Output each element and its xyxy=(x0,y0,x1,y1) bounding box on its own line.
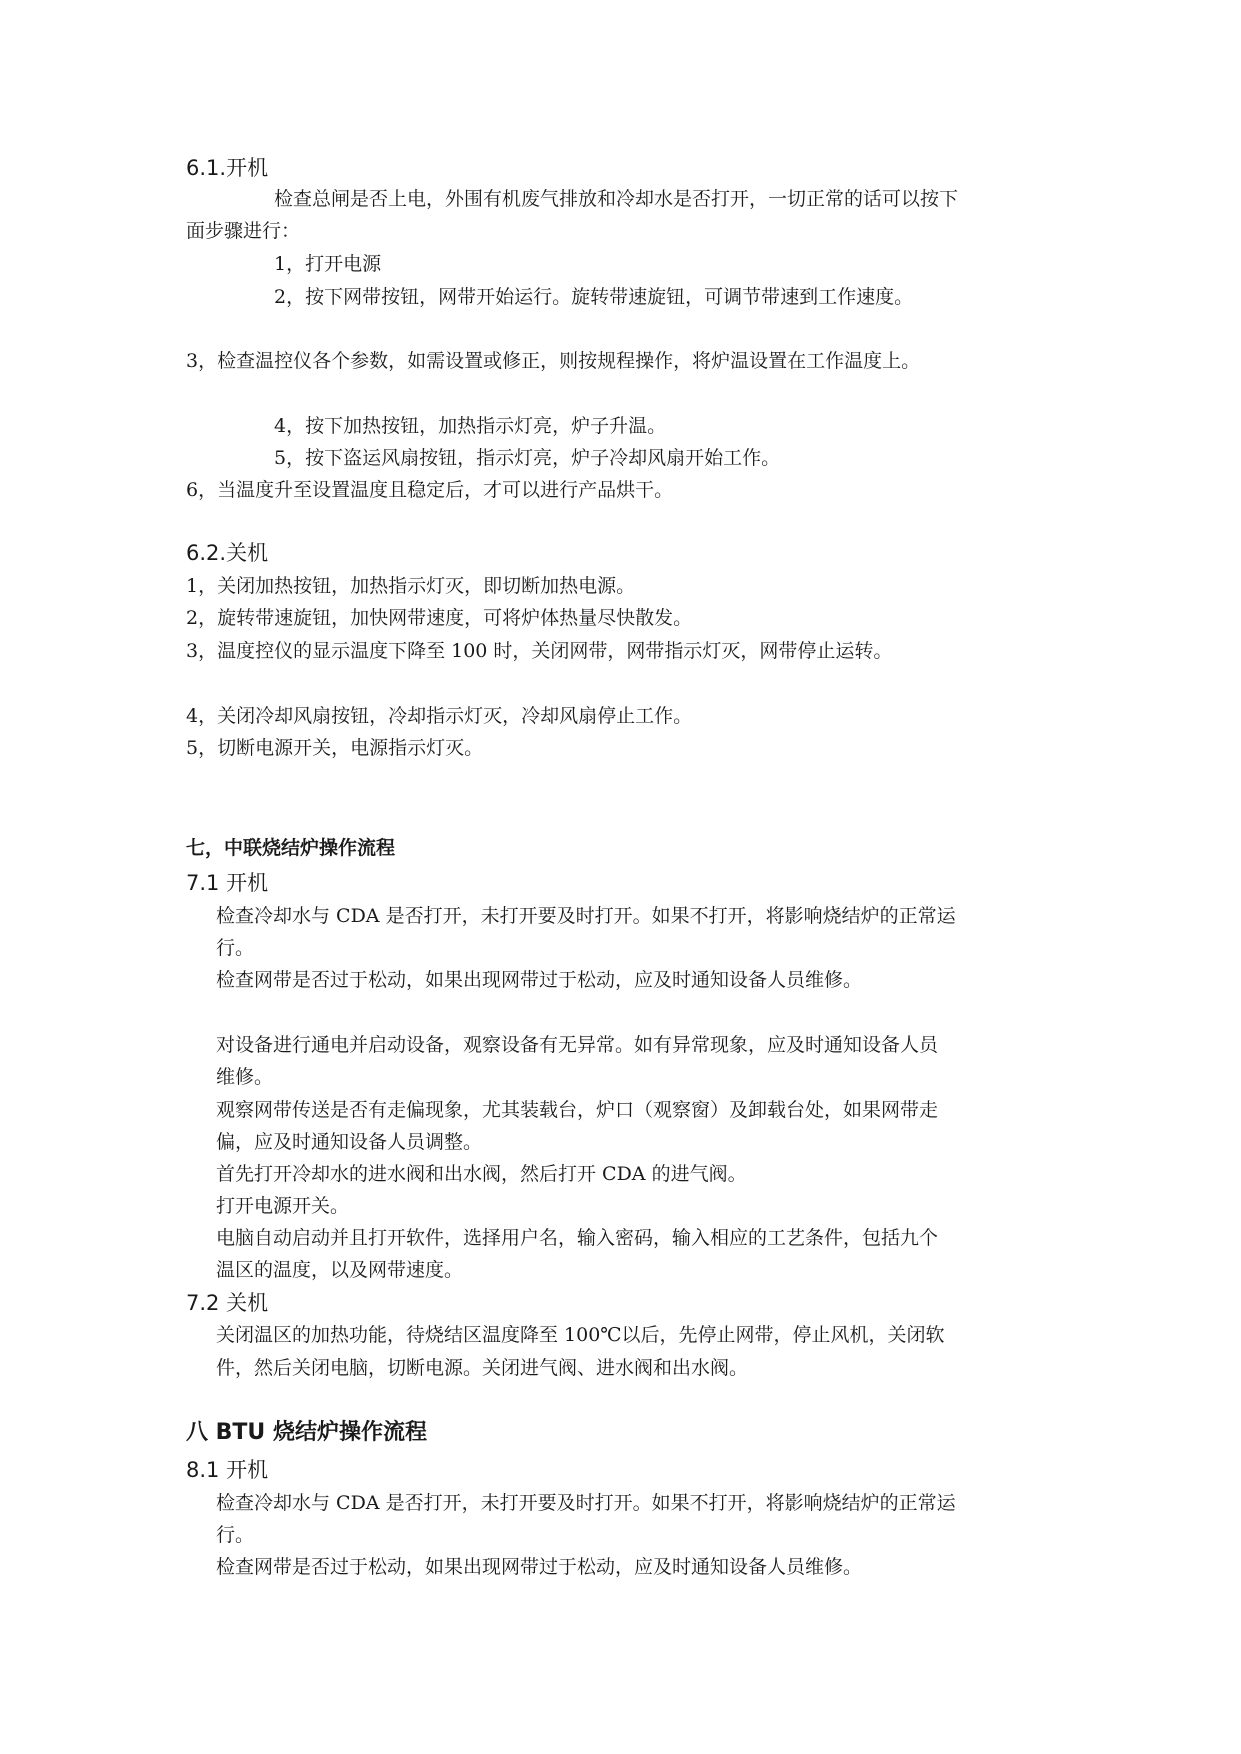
paragraph-line: 首先打开冷却水的进水阀和出水阀，然后打开 CDA 的进气阀。 xyxy=(216,1163,747,1185)
paragraph-line: 电脑自动启动并且打开软件，选择用户名，输入密码，输入相应的工艺条件，包括九个 xyxy=(216,1227,939,1249)
section-heading-6-2: 6.2.关机 xyxy=(186,541,269,565)
step-item: 2，按下网带按钮，网带开始运行。旋转带速旋钮，可调节带速到工作速度。 xyxy=(274,286,914,308)
paragraph-line: 维修。 xyxy=(216,1066,274,1088)
step-item: 4，按下加热按钮，加热指示灯亮，炉子升温。 xyxy=(274,415,667,437)
step-item: 3，检查温控仪各个参数，如需设置或修正，则按规程操作，将炉温设置在工作温度上。 xyxy=(186,350,921,372)
step-item: 2，旋转带速旋钮，加快网带速度，可将炉体热量尽快散发。 xyxy=(186,607,693,629)
paragraph-line: 检查网带是否过于松动，如果出现网带过于松动，应及时通知设备人员维修。 xyxy=(216,969,863,991)
paragraph-line: 面步骤进行： xyxy=(186,220,301,242)
paragraph-line: 检查总闸是否上电，外围有机废气排放和冷却水是否打开，一切正常的话可以按下 xyxy=(274,188,959,210)
step-item: 5，按下盗运风扇按钮，指示灯亮，炉子冷却风扇开始工作。 xyxy=(274,447,781,469)
paragraph-line: 偏，应及时通知设备人员调整。 xyxy=(216,1131,483,1153)
paragraph-line: 件，然后关闭电脑，切断电源。关闭进气阀、进水阀和出水阀。 xyxy=(216,1357,749,1379)
step-item: 1，关闭加热按钮，加热指示灯灭，即切断加热电源。 xyxy=(186,575,636,597)
paragraph-line: 温区的温度，以及网带速度。 xyxy=(216,1259,464,1281)
step-item: 3，温度控仪的显示温度下降至 100 时，关闭网带，网带指示灯灭，网带停止运转。 xyxy=(186,640,893,662)
step-item: 5，切断电源开关，电源指示灯灭。 xyxy=(186,737,484,759)
section-heading-7-2: 7.2 关机 xyxy=(186,1291,269,1315)
step-item: 4，关闭冷却风扇按钮，冷却指示灯灭，冷却风扇停止工作。 xyxy=(186,705,693,727)
paragraph-line: 观察网带传送是否有走偏现象，尤其装载台，炉口（观察窗）及卸载台处，如果网带走 xyxy=(216,1099,939,1121)
paragraph-line: 行。 xyxy=(216,1524,255,1546)
paragraph-line: 检查冷却水与 CDA 是否打开，未打开要及时打开。如果不打开，将影响烧结炉的正常运 xyxy=(216,1492,956,1514)
section-heading-7-1: 7.1 开机 xyxy=(186,871,269,895)
paragraph-line: 关闭温区的加热功能，待烧结区温度降至 100℃以后，先停止网带，停止风机，关闭软 xyxy=(216,1324,945,1346)
section-heading-8-1: 8.1 开机 xyxy=(186,1458,269,1482)
step-item: 6，当温度升至设置温度且稳定后，才可以进行产品烘干。 xyxy=(186,479,674,501)
paragraph-line: 行。 xyxy=(216,937,255,959)
step-item: 1，打开电源 xyxy=(274,253,382,275)
paragraph-line: 检查网带是否过于松动，如果出现网带过于松动，应及时通知设备人员维修。 xyxy=(216,1556,863,1578)
chapter-title-8: 八 BTU 烧结炉操作流程 xyxy=(186,1420,427,1445)
paragraph-line: 打开电源开关。 xyxy=(216,1195,350,1217)
paragraph-line: 检查冷却水与 CDA 是否打开，未打开要及时打开。如果不打开，将影响烧结炉的正常运 xyxy=(216,905,956,927)
chapter-title-7: 七，中联烧结炉操作流程 xyxy=(186,837,396,859)
section-heading-6-1: 6.1.开机 xyxy=(186,156,269,180)
paragraph-line: 对设备进行通电并启动设备，观察设备有无异常。如有异常现象，应及时通知设备人员 xyxy=(216,1034,939,1056)
